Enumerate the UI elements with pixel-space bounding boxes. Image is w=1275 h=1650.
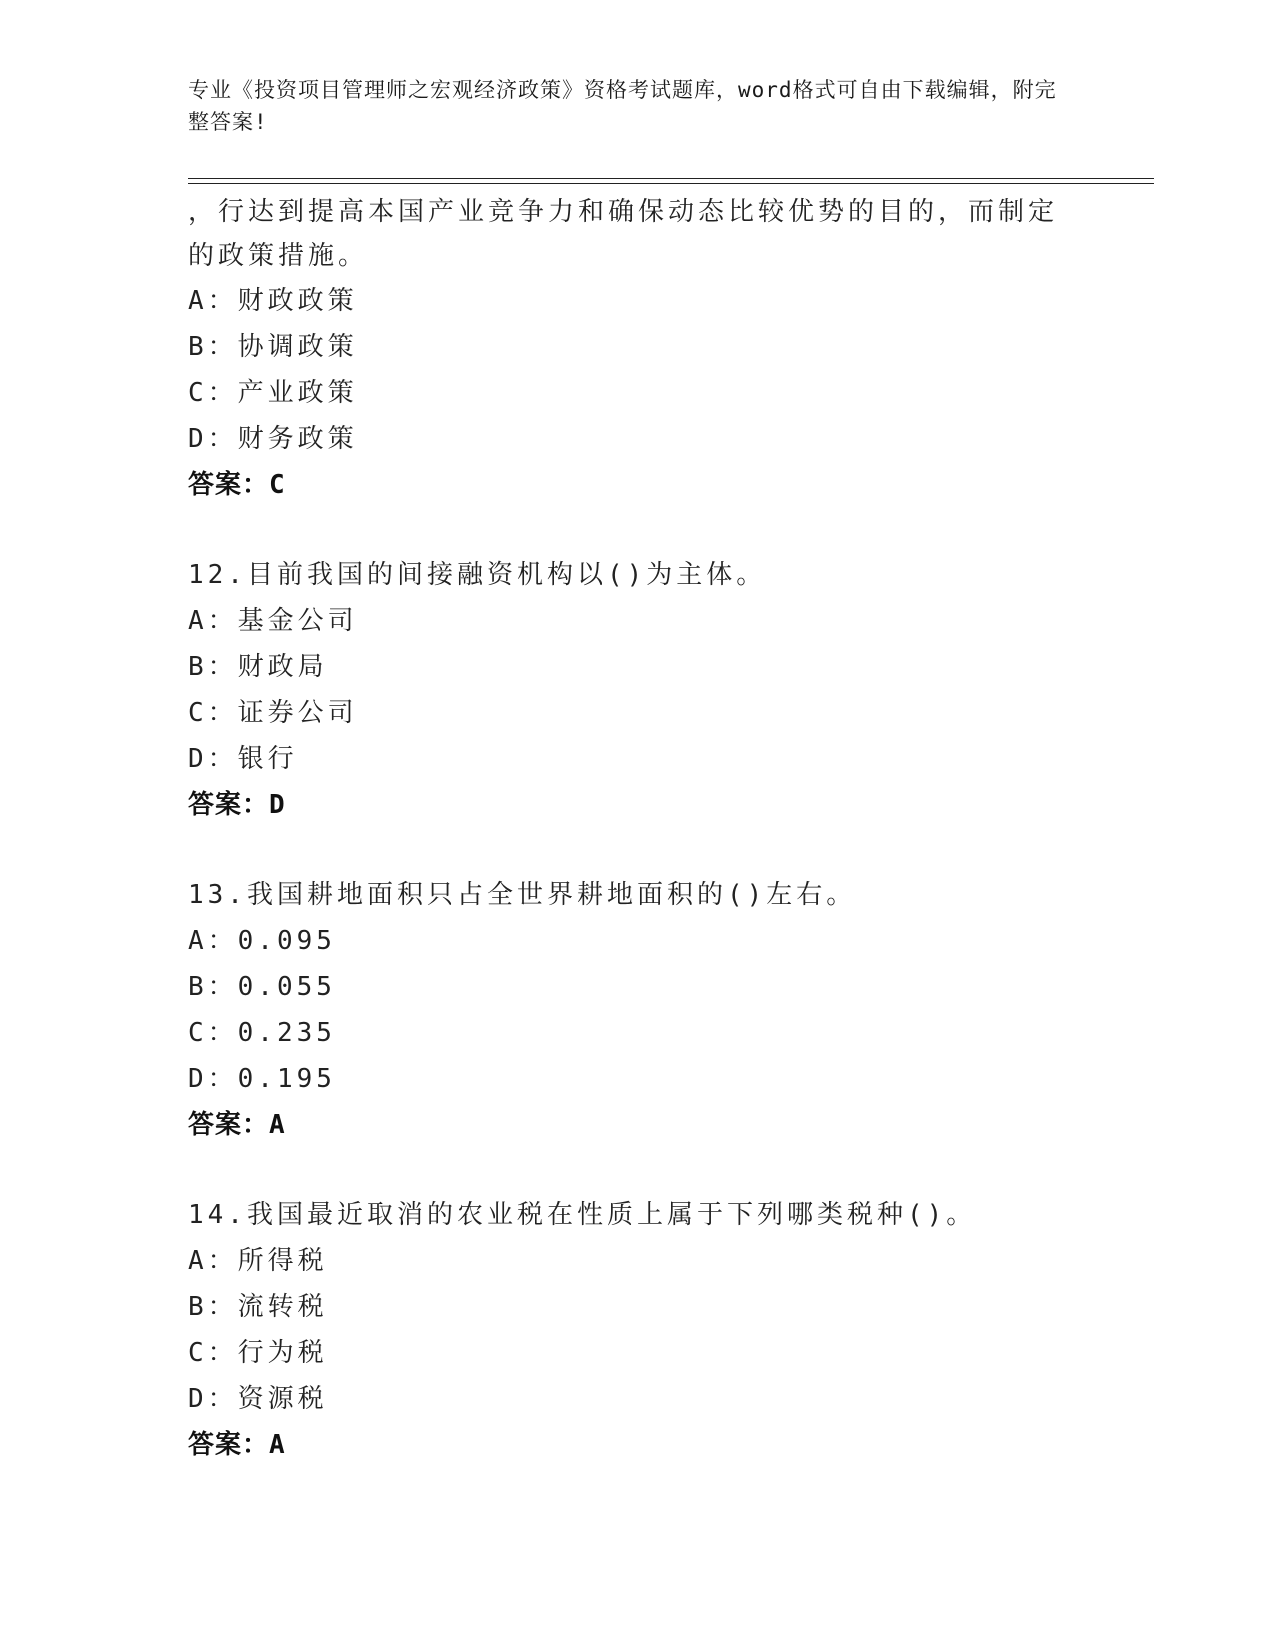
- option-d: [188, 1056, 1088, 1102]
- option-label: A：: [188, 926, 238, 956]
- option-label: C：: [188, 698, 238, 728]
- option-label: B：: [188, 332, 238, 362]
- answer-line: [188, 782, 1088, 828]
- option-c: [188, 1330, 1088, 1376]
- option-text: 基金公司: [237, 606, 358, 636]
- option-text: 证券公司: [237, 698, 358, 728]
- option-text: 0.055: [237, 972, 336, 1002]
- question-continued: [188, 190, 1088, 508]
- question-stem: 14.我国最近取消的农业税在性质上属于下列哪类税种()。: [188, 1200, 977, 1230]
- option-a: [188, 918, 1088, 964]
- option-label: C：: [188, 1018, 238, 1048]
- answer-line: [188, 1102, 1088, 1148]
- option-text: 财务政策: [237, 424, 358, 454]
- option-a: [188, 278, 1088, 324]
- document-header: 专业《投资项目管理师之宏观经济政策》资格考试题库，word格式可自由下载编辑，附完整答案!: [188, 78, 1057, 134]
- answer-label: 答案：: [188, 1430, 270, 1460]
- option-a: [188, 598, 1088, 644]
- option-label: D：: [188, 1064, 238, 1094]
- option-b: [188, 324, 1088, 370]
- question-stem: 12.目前我国的间接融资机构以()为主体。: [188, 560, 767, 590]
- answer-label: 答案：: [188, 470, 270, 500]
- option-label: B：: [188, 652, 238, 682]
- option-label: D：: [188, 1384, 238, 1414]
- option-label: C：: [188, 378, 238, 408]
- option-a: [188, 1238, 1088, 1284]
- option-text: 银行: [237, 744, 298, 774]
- option-text: 行为税: [237, 1338, 328, 1368]
- option-c: [188, 690, 1088, 736]
- question-12: [188, 552, 1088, 828]
- option-label: C：: [188, 1338, 238, 1368]
- answer-value: C: [269, 470, 286, 500]
- document-body: [188, 190, 1088, 1468]
- option-label: B：: [188, 972, 238, 1002]
- option-text: 0.235: [237, 1018, 336, 1048]
- question-13: [188, 872, 1088, 1148]
- option-b: [188, 1284, 1088, 1330]
- answer-line: [188, 1422, 1088, 1468]
- option-label: A：: [188, 606, 238, 636]
- answer-value: A: [269, 1430, 286, 1460]
- answer-label: 答案：: [188, 790, 270, 820]
- answer-value: D: [269, 790, 286, 820]
- option-c: [188, 1010, 1088, 1056]
- answer-line: [188, 462, 1088, 508]
- option-b: [188, 644, 1088, 690]
- header-divider-bottom: [188, 183, 1154, 184]
- question-stem-continued: ，行达到提高本国产业竞争力和确保动态比较优势的目的，而制定的政策措施。: [188, 197, 1059, 271]
- option-label: D：: [188, 424, 238, 454]
- option-text: 资源税: [237, 1384, 328, 1414]
- option-text: 0.095: [237, 926, 336, 956]
- option-text: 财政局: [237, 652, 328, 682]
- option-b: [188, 964, 1088, 1010]
- option-label: D：: [188, 744, 238, 774]
- answer-label: 答案：: [188, 1110, 270, 1140]
- option-d: [188, 736, 1088, 782]
- question-14: [188, 1192, 1088, 1468]
- option-text: 流转税: [237, 1292, 328, 1322]
- answer-value: A: [269, 1110, 286, 1140]
- option-c: [188, 370, 1088, 416]
- option-label: B：: [188, 1292, 238, 1322]
- option-text: 财政政策: [237, 286, 358, 316]
- option-text: 所得税: [237, 1246, 328, 1276]
- header-divider-top: [188, 178, 1154, 179]
- option-d: [188, 416, 1088, 462]
- option-text: 0.195: [237, 1064, 336, 1094]
- option-text: 协调政策: [237, 332, 358, 362]
- question-stem: 13.我国耕地面积只占全世界耕地面积的()左右。: [188, 880, 857, 910]
- option-d: [188, 1376, 1088, 1422]
- option-label: A：: [188, 1246, 238, 1276]
- option-text: 产业政策: [237, 378, 358, 408]
- option-label: A：: [188, 286, 238, 316]
